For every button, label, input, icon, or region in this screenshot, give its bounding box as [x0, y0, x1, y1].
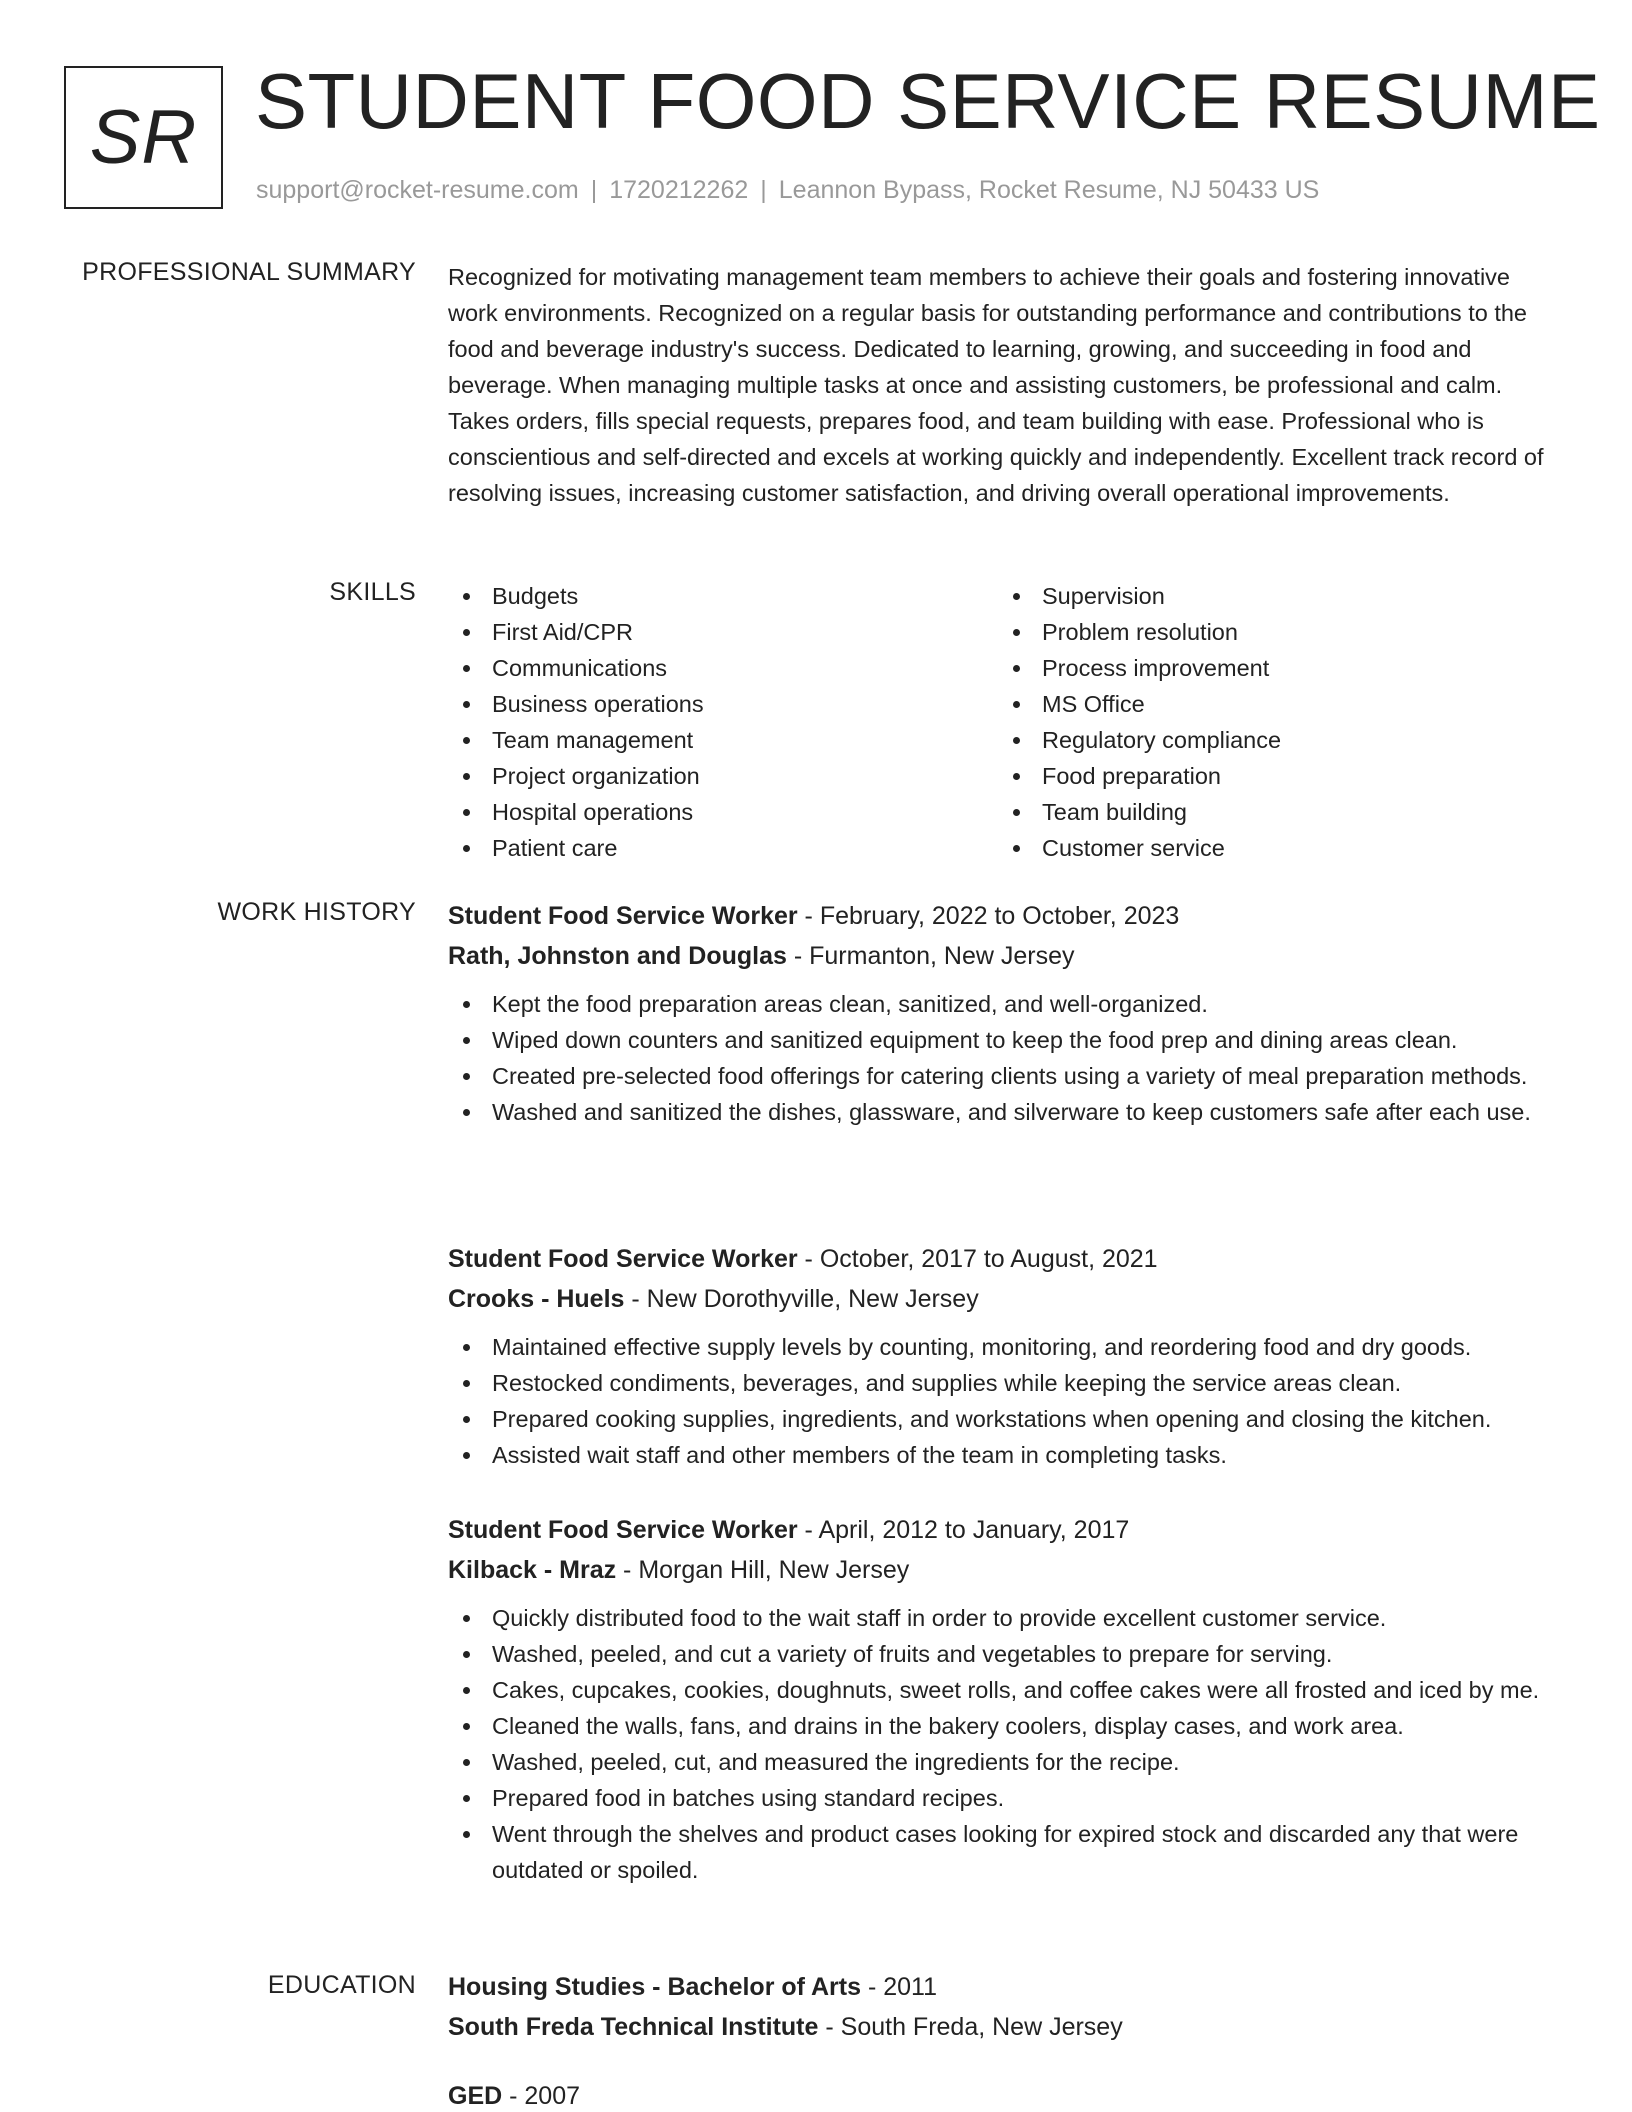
- skill-item: First Aid/CPR: [448, 614, 998, 650]
- job-entry: [448, 896, 1558, 1130]
- education-degree: GED: [448, 2082, 503, 2110]
- job-company-line: [448, 1279, 1558, 1319]
- skills-column-2: [998, 578, 1548, 866]
- job-duty: Created pre-selected food offerings for catering clients using a variety of meal preparation methods.: [448, 1058, 1558, 1094]
- job-location: - New Dorothyville, New Jersey: [624, 1285, 979, 1313]
- job-duty: Quickly distributed food to the wait staff in order to provide excellent customer service.: [448, 1600, 1558, 1636]
- summary-text: Recognized for motivating management team members to achieve their goals and fostering innovative work environments. Recognized on a regular basis for outstanding performance and contributions to the food and beverage industry's success. Dedicated to learning, growing, and succeeding in food and beverage. When managing multiple tasks at once and assisting customers, be professional and calm. Takes orders, fills special requests, prepares food, and team building with ease. Professional who is conscientious and self-directed and excels at working quickly and independently. Excellent track record of resolving issues, increasing customer satisfaction, and driving overall operational improvements.: [448, 264, 1544, 506]
- job-title-line: [448, 896, 1558, 936]
- resume-title: STUDENT FOOD SERVICE RESUME: [255, 57, 1601, 145]
- job-duty: Washed and sanitized the dishes, glassware, and silverware to keep customers safe after each use.: [448, 1094, 1558, 1130]
- skills-column-1: [448, 578, 998, 866]
- job-dates: - April, 2012 to January, 2017: [797, 1516, 1130, 1544]
- job-company: Rath, Johnston and Douglas: [448, 942, 787, 970]
- education-degree-line: [448, 1967, 1558, 2007]
- job-duty: Kept the food preparation areas clean, sanitized, and well-organized.: [448, 986, 1558, 1022]
- skill-item: Patient care: [448, 830, 998, 866]
- job-location: - Furmanton, New Jersey: [786, 942, 1075, 970]
- section-label-work-history: WORK HISTORY: [217, 898, 416, 926]
- section-label-skills: SKILLS: [329, 578, 416, 606]
- education-year: - 2007: [502, 2082, 581, 2110]
- job-title: Student Food Service Worker: [448, 902, 798, 930]
- job-entry: [448, 1510, 1558, 1888]
- skill-item: Communications: [448, 650, 998, 686]
- contact-address: Leannon Bypass, Rocket Resume, NJ 50433 US: [778, 176, 1320, 204]
- job-company-line: [448, 936, 1558, 976]
- skill-item: Food preparation: [998, 758, 1548, 794]
- job-title: Student Food Service Worker: [448, 1516, 798, 1544]
- section-label-education: EDUCATION: [267, 1971, 416, 1999]
- skill-item: Project organization: [448, 758, 998, 794]
- education-location: - South Freda, New Jersey: [818, 2013, 1123, 2041]
- education-degree-line: [448, 2076, 1558, 2112]
- skill-item: Supervision: [998, 578, 1548, 614]
- job-title-line: [448, 1510, 1558, 1550]
- skill-item: Process improvement: [998, 650, 1548, 686]
- skills-list: [448, 578, 1558, 866]
- job-duty: Wiped down counters and sanitized equipment to keep the food prep and dining areas clean.: [448, 1022, 1558, 1058]
- job-dates: - February, 2022 to October, 2023: [797, 902, 1180, 930]
- contact-email: support@rocket-resume.com: [256, 176, 579, 204]
- education-entry: [448, 2076, 1558, 2112]
- skill-item: Hospital operations: [448, 794, 998, 830]
- education-school-line: [448, 2007, 1558, 2047]
- skill-item: Team building: [998, 794, 1548, 830]
- skill-item: Budgets: [448, 578, 998, 614]
- skill-item: Problem resolution: [998, 614, 1548, 650]
- education-entry: [448, 1967, 1558, 2047]
- monogram-box: [64, 66, 223, 209]
- contact-separator: |: [590, 176, 598, 204]
- job-duty: Cakes, cupcakes, cookies, doughnuts, sweet rolls, and coffee cakes were all frosted and iced by me.: [448, 1672, 1558, 1708]
- job-duty: Prepared cooking supplies, ingredients, and workstations when opening and closing the kitchen.: [448, 1401, 1558, 1437]
- job-duty: Went through the shelves and product cases looking for expired stock and discarded any that were outdated or spoiled.: [448, 1816, 1558, 1888]
- job-title-line: [448, 1239, 1558, 1279]
- job-duties: [448, 1329, 1558, 1473]
- job-duty: Restocked condiments, beverages, and supplies while keeping the service areas clean.: [448, 1365, 1558, 1401]
- job-duty: Prepared food in batches using standard recipes.: [448, 1780, 1558, 1816]
- skill-item: Team management: [448, 722, 998, 758]
- job-company: Crooks - Huels: [448, 1285, 625, 1313]
- job-location: - Morgan Hill, New Jersey: [616, 1556, 910, 1584]
- contact-line: [256, 176, 1319, 205]
- job-duty: Assisted wait staff and other members of the team in completing tasks.: [448, 1437, 1558, 1473]
- section-label-summary: PROFESSIONAL SUMMARY: [82, 258, 416, 286]
- job-duty: Maintained effective supply levels by counting, monitoring, and reordering food and dry goods.: [448, 1329, 1558, 1365]
- contact-separator: |: [760, 176, 767, 204]
- job-duties: [448, 986, 1558, 1130]
- skill-item: Business operations: [448, 686, 998, 722]
- education-school: South Freda Technical Institute: [448, 2013, 819, 2041]
- job-duty: Washed, peeled, and cut a variety of fruits and vegetables to prepare for serving.: [448, 1636, 1558, 1672]
- job-duty: Cleaned the walls, fans, and drains in the bakery coolers, display cases, and work area.: [448, 1708, 1558, 1744]
- job-duties: [448, 1600, 1558, 1888]
- job-duty: Washed, peeled, cut, and measured the ingredients for the recipe.: [448, 1744, 1558, 1780]
- job-dates: - October, 2017 to August, 2021: [797, 1245, 1158, 1273]
- job-title: Student Food Service Worker: [448, 1245, 798, 1273]
- education-degree: Housing Studies - Bachelor of Arts: [448, 1973, 862, 2001]
- skill-item: Regulatory compliance: [998, 722, 1548, 758]
- contact-phone: 1720212262: [609, 176, 749, 204]
- monogram-initials: SR: [89, 95, 198, 180]
- education-year: - 2011: [861, 1973, 937, 2001]
- job-company: Kilback - Mraz: [448, 1556, 617, 1584]
- skill-item: Customer service: [998, 830, 1548, 866]
- job-company-line: [448, 1550, 1558, 1590]
- job-entry: [448, 1239, 1558, 1473]
- skill-item: MS Office: [998, 686, 1548, 722]
